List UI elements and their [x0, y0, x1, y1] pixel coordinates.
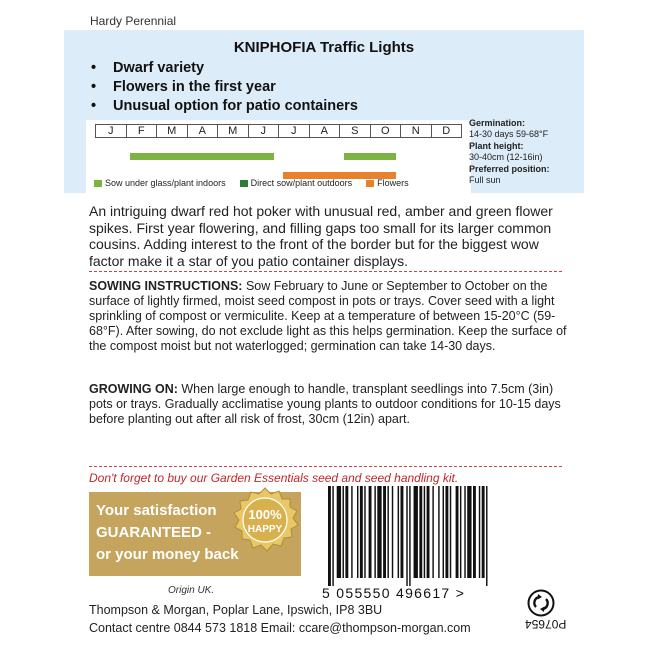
seal-percent: 100% [248, 507, 282, 522]
barcode-bar [460, 486, 461, 578]
barcode-bar [351, 486, 352, 578]
sowing-heading: SOWING INSTRUCTIONS: [89, 279, 243, 293]
recycle-icon [527, 589, 555, 617]
barcode-bar [473, 486, 476, 578]
contact-line: Contact centre 0844 573 1818 Email: ccare@thompson-morgan.com [89, 621, 471, 635]
calendar-legend [64, 178, 431, 188]
growing-heading: GROWING ON: [89, 382, 178, 396]
barcode-bar [357, 486, 358, 578]
barcode-bar [464, 486, 465, 578]
plant-specs [469, 118, 579, 187]
month-label: A [187, 125, 218, 137]
barcode-bar [456, 486, 459, 578]
month-label: M [217, 125, 248, 137]
germination-value: 14-30 days 59-68°F [469, 129, 549, 139]
happy-seal-icon [229, 486, 301, 558]
barcode-bar [450, 486, 451, 578]
month-label: D [431, 125, 462, 137]
month-label: J [278, 125, 309, 137]
growing-on [89, 382, 567, 427]
legend-label: Flowers [377, 178, 409, 188]
growing-text: When large enough to handle, transplant seedlings into 7.5cm (3in) pots or trays. Gradually acclimatise young plants to outdoor conditions for 10-15 days before planting out after all risk of frost, 30cm (12in) apart. [89, 382, 561, 426]
guarantee-line: Your satisfaction [96, 502, 217, 519]
guarantee-line: or your money back [96, 546, 239, 563]
barcode-bar [377, 486, 381, 578]
barcode-bar [438, 486, 439, 578]
month-label: J [108, 125, 114, 137]
legend-indoor [94, 178, 226, 188]
month-label: S [339, 125, 370, 137]
period-bar-sow-indoors [130, 153, 274, 160]
barcode-bar [401, 486, 404, 578]
barcode-bar [486, 486, 487, 586]
barcode-bar [332, 486, 333, 586]
barcode-bar [424, 486, 425, 578]
sowing-calendar [86, 120, 471, 206]
barcode-bar [445, 486, 448, 578]
barcode-number: 5 055550 496617 > [322, 585, 466, 601]
month-label: O [370, 125, 401, 137]
barcode-bar [482, 486, 485, 578]
reminder-text: Don't forget to buy our Garden Essentials seed and seed handling kit. [89, 471, 459, 485]
barcode-bar [337, 486, 341, 578]
sowing-instructions [89, 279, 567, 354]
barcode-bar [479, 486, 480, 578]
product-title: KNIPHOFIA Traffic Lights [233, 39, 415, 56]
month-row [95, 124, 462, 138]
height-label: Plant height: [469, 141, 524, 151]
month-label: M [156, 125, 187, 137]
barcode-bar [345, 486, 348, 578]
legend-swatch-flowers [366, 180, 374, 187]
month-label: J [248, 125, 279, 137]
legend-swatch-outdoor [240, 180, 248, 187]
barcode-bar [432, 486, 433, 578]
feature-item: • Dwarf variety [91, 59, 358, 78]
barcode-icon [324, 486, 524, 586]
barcode-bar [369, 486, 372, 578]
legend-swatch-indoor [94, 180, 102, 187]
barcode-bar [409, 486, 410, 586]
header-panel [64, 30, 584, 193]
category-label: Hardy Perennial [90, 14, 177, 28]
divider [89, 466, 562, 467]
barcode-bar [406, 486, 407, 586]
description: An intriguing dwarf red hot poker with unusual red, amber and green flower spikes. First year flowering, and filling gaps too small for its larger common cousins. Adding interest to the front of the border but for the biggest wow factor make it a star of you patio container displays. [89, 203, 553, 269]
barcode-bar [427, 486, 430, 578]
barcode-bar [383, 486, 386, 578]
legend-flowers [366, 178, 409, 188]
legend-label: Sow under glass/plant indoors [105, 178, 226, 188]
position-label: Preferred position: [469, 164, 550, 174]
barcode-bar [392, 486, 393, 578]
sowing-text: Sow February to June or September to October on the surface of lightly firmed, moist seed compost in pots or trays. Cover seed with a light sprinkling of compost or vermiculite. Keep at a temperature of between 15-20°C (59-68°F). After sowing, do not exclude light as this helps germination. Keep the surface of the compost moist but not waterlogged; germination can take 14-30 days. [89, 279, 567, 353]
barcode-bar [398, 486, 399, 578]
barcode-bar [443, 486, 444, 578]
feature-item: • Unusual option for patio containers [91, 97, 358, 116]
month-label: N [400, 125, 431, 137]
barcode-bar [328, 486, 331, 586]
month-label: A [309, 125, 340, 137]
legend-outdoor [240, 178, 353, 188]
barcode-bar [419, 486, 422, 578]
barcode-bar [467, 486, 471, 578]
product-code: P07654 [525, 617, 567, 631]
company-address: Thompson & Morgan, Poplar Lane, Ipswich, IP8 3BU [89, 603, 383, 617]
guarantee-line: GUARANTEED - [96, 524, 211, 541]
height-value: 30-40cm (12-16in) [469, 152, 543, 162]
feature-item: • Flowers in the first year [91, 78, 358, 97]
legend-label: Direct sow/plant outdoors [250, 178, 353, 188]
barcode-bar [374, 486, 375, 578]
barcode-bar [360, 486, 363, 578]
feature-list [91, 59, 358, 116]
month-label: F [126, 125, 157, 137]
position-value: Full sun [469, 175, 501, 185]
barcode-bar [343, 486, 344, 578]
period-bar-sow-indoors [344, 153, 396, 160]
germination-label: Germination: [469, 118, 526, 128]
barcode-bar [414, 486, 418, 578]
barcode-bar [364, 486, 365, 578]
seal-word: HAPPY [247, 524, 283, 535]
barcode-bar [387, 486, 388, 578]
divider [89, 271, 562, 272]
origin-text: Origin UK. [168, 585, 215, 596]
